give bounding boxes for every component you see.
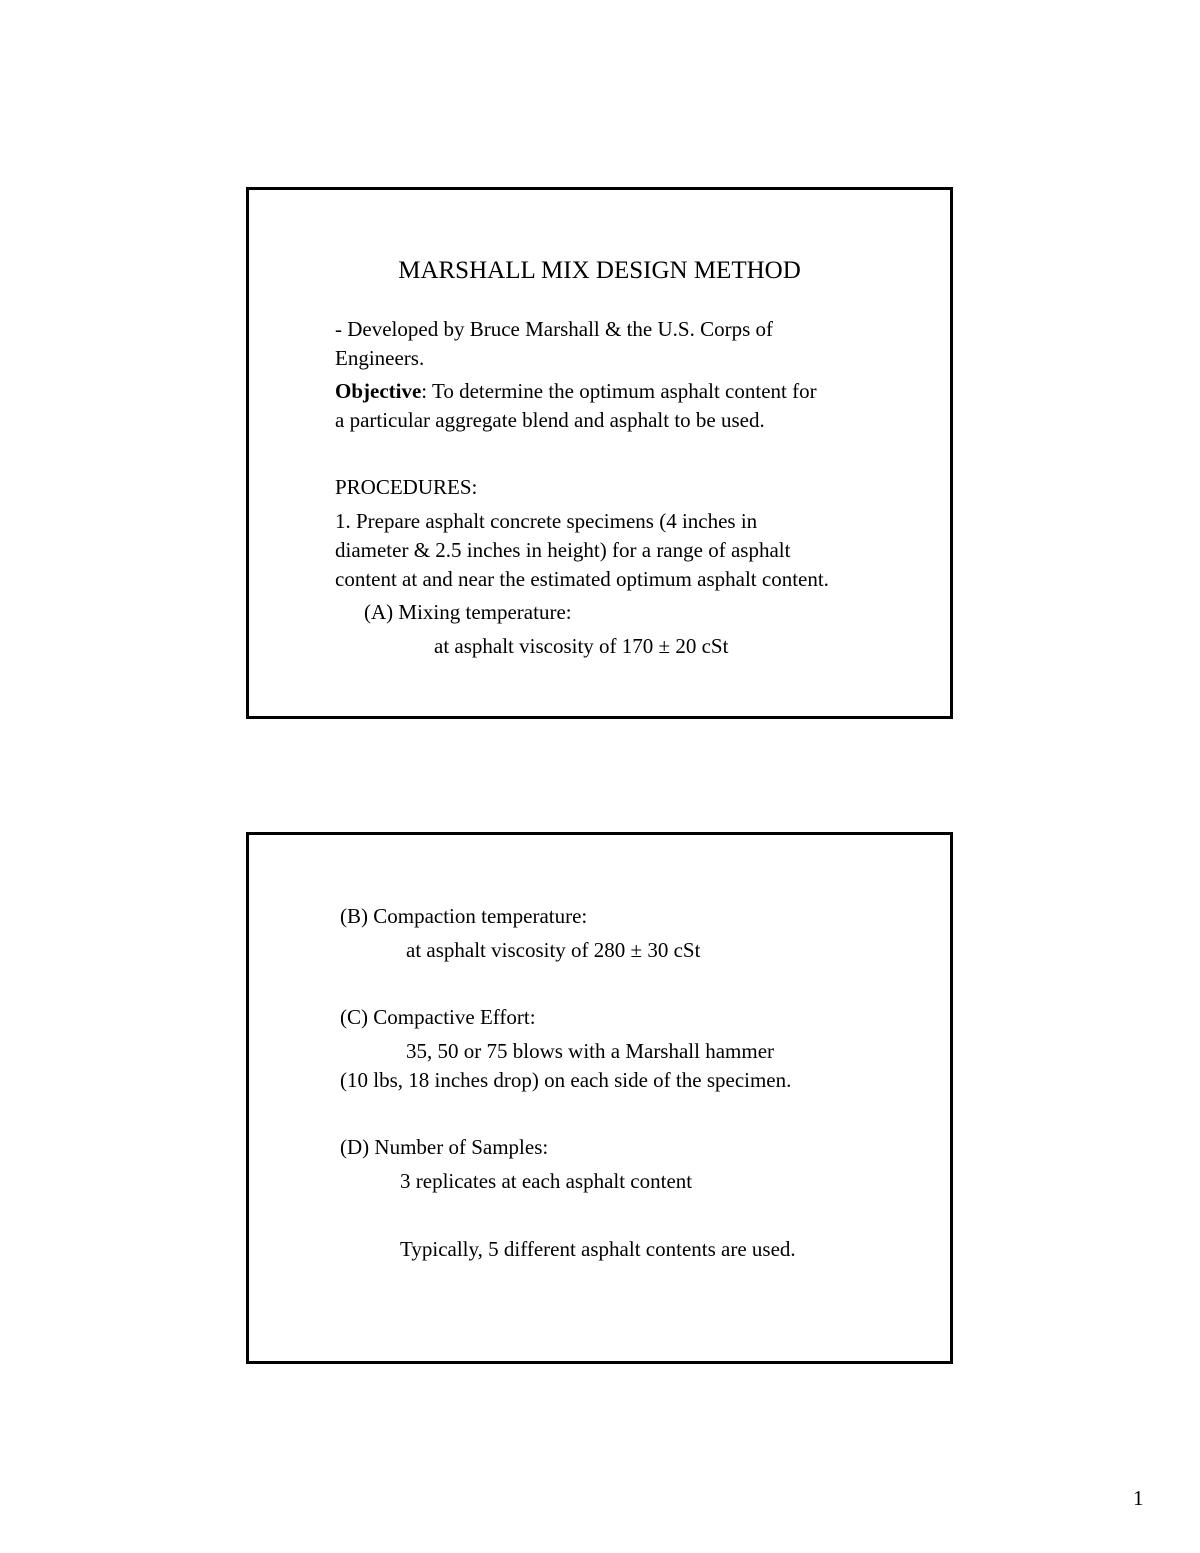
slide-2 [246, 832, 953, 1364]
page-number: 1 [1133, 1486, 1144, 1510]
number-of-samples-heading: (D) Number of Samples: [340, 1135, 549, 1159]
developed-line-2: Engineers. [335, 346, 425, 370]
slide-title: MARSHALL MIX DESIGN METHOD [398, 257, 801, 284]
objective-text: : To determine the optimum asphalt content for [421, 379, 817, 403]
compactive-effort-line-1: 35, 50 or 75 blows with a Marshall hammer [406, 1039, 775, 1063]
typically-note: Typically, 5 different asphalt contents are used. [400, 1237, 796, 1261]
procedures-heading: PROCEDURES: [335, 475, 478, 499]
objective-line-1 [335, 381, 817, 402]
mixing-temperature-detail: at asphalt viscosity of 170 ± 20 cSt [434, 634, 729, 658]
number-of-samples-detail: 3 replicates at each asphalt content [400, 1169, 693, 1193]
compactive-effort-line-2: (10 lbs, 18 inches drop) on each side of the specimen. [340, 1068, 792, 1092]
developed-line-1: - Developed by Bruce Marshall & the U.S. Corps of [335, 317, 773, 341]
mixing-temperature-heading: (A) Mixing temperature: [364, 600, 572, 624]
objective-line-2: a particular aggregate blend and asphalt to be used. [335, 408, 765, 432]
step-1-line-2: diameter & 2.5 inches in height) for a range of asphalt [335, 538, 791, 562]
compactive-effort-heading: (C) Compactive Effort: [340, 1005, 536, 1029]
step-1-line-1: 1. Prepare asphalt concrete specimens (4 inches in [335, 509, 758, 533]
compaction-temperature-detail: at asphalt viscosity of 280 ± 30 cSt [406, 938, 701, 962]
compaction-temperature-heading: (B) Compaction temperature: [340, 904, 588, 928]
objective-label: Objective [335, 379, 422, 403]
slide-1 [246, 187, 953, 719]
step-1-line-3: content at and near the estimated optimum asphalt content. [335, 567, 829, 591]
